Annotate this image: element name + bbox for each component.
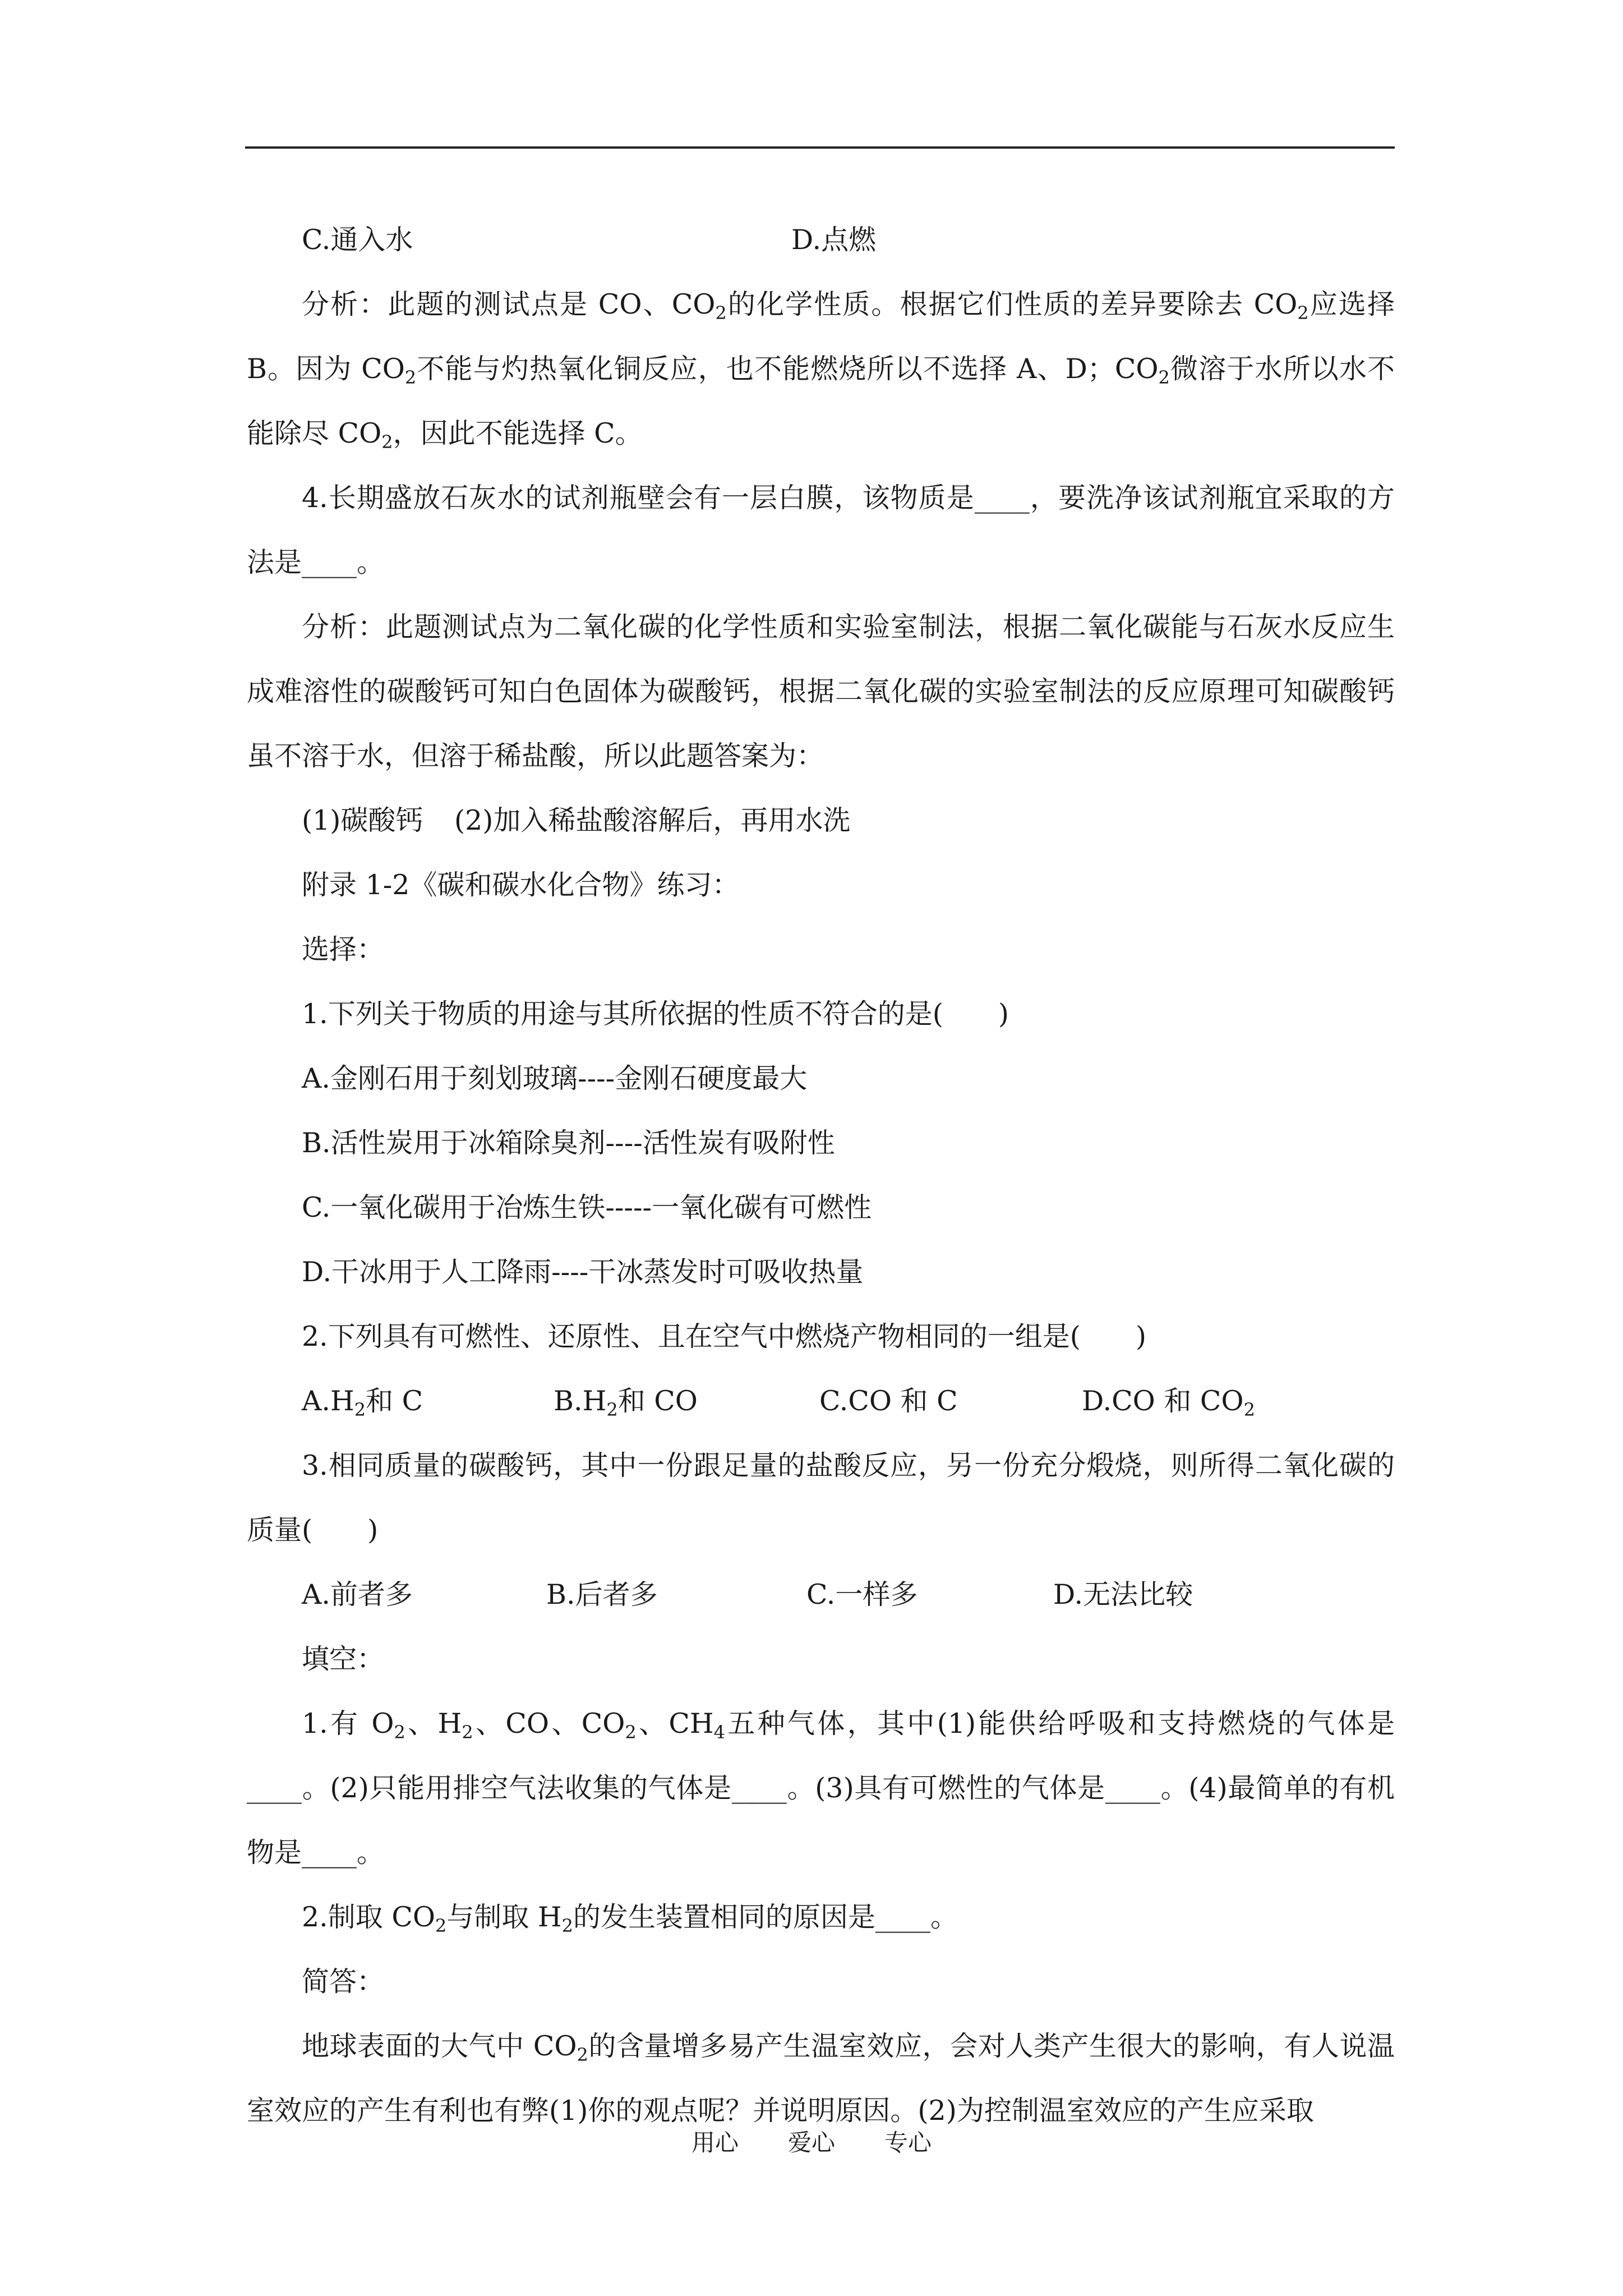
- choice-3-option-d: D.无法比较: [1053, 1579, 1193, 1611]
- options-c-d: [247, 208, 1395, 272]
- choice-1-option-c: C.一氧化碳用于冶炼生铁-----一氧化碳有可燃性: [302, 1191, 872, 1223]
- choice-2-option-d: D.CO 和 $CO_2$: [1082, 1385, 1255, 1420]
- option-c: C.通入水: [302, 224, 413, 256]
- choice-1-option-d: D.干冰用于人工降雨----干冰蒸发时可吸收热量: [302, 1256, 864, 1288]
- choice-2-stem: 2.下列具有可燃性、还原性、且在空气中燃烧产物相同的一组是( ): [302, 1320, 1146, 1352]
- section-choice-heading: 选择：: [302, 933, 385, 965]
- choice-2-option-b: $B.H_2$和 CO: [554, 1385, 698, 1420]
- option-d: D.点燃: [791, 224, 877, 256]
- choice-2-options: [247, 1369, 1395, 1433]
- choice-3-options: [247, 1562, 1395, 1627]
- section-short-heading: 简答：: [302, 1966, 385, 1998]
- choice-1-option-b: B.活性炭用于冰箱除臭剂----活性炭有吸附性: [302, 1127, 835, 1159]
- analysis-paragraph-4: 分析：此题测试点为二氧化碳的化学性质和实验室制法，根据二氧化碳能与石灰水反应生成难溶性的碳酸钙可知白色固体为碳酸钙，根据二氧化碳的实验室制法的反应原理可知碳酸钙虽不溶于水，但溶于稀盐酸，所以此题答案为：: [247, 611, 1395, 772]
- choice-3-option-b: B.后者多: [546, 1579, 658, 1611]
- footer-text-3: 专心: [884, 2129, 932, 2156]
- choice-3-stem: 3.相同质量的碳酸钙，其中一份跟足量的盐酸反应，另一份充分煅烧，则所得二氧化碳的质量( ): [247, 1450, 1395, 1546]
- page-footer: [0, 2126, 1623, 2160]
- choice-2-option-c: C.CO 和 C: [819, 1385, 958, 1417]
- choice-2-option-a: $A.H_2$和 C: [302, 1385, 423, 1420]
- appendix-title: 附录 1-2《碳和碳水化合物》练习：: [302, 869, 740, 901]
- header-rule: [245, 146, 1395, 149]
- answer-4: [247, 788, 1395, 853]
- footer-text-2: 爱心: [787, 2129, 835, 2156]
- choice-3-option-a: A.前者多: [302, 1579, 413, 1611]
- document-body: [247, 208, 1395, 2143]
- fill-1: 1.有 $O_2$、$H_2$、CO、$CO_2$、$CH_4$五种气体，其中(1)能供给呼吸和支持燃烧的气体是____。(2)只能用排空气法收集的气体是____。(3)具有可燃性的气体是____。(4)最简单的有机物是____。: [247, 1708, 1395, 1869]
- choice-1-option-a: A.金刚石用于刻划玻璃----金刚石硬度最大: [302, 1062, 808, 1094]
- answer-4-part-1: (1)碳酸钙: [302, 804, 423, 836]
- footer-text-1: 用心: [691, 2129, 739, 2156]
- answer-4-part-2: (2)加入稀盐酸溶解后，再用水洗: [454, 804, 851, 836]
- section-fill-heading: 填空：: [302, 1643, 385, 1675]
- short-answer-question: 地球表面的大气中 $CO_2$的含量增多易产生温室效应，会对人类产生很大的影响，有人说温室效应的产生有利也有弊(1)你的观点呢？并说明原因。(2)为控制温室效应的产生应采取: [247, 2030, 1395, 2127]
- question-4: 4.长期盛放石灰水的试剂瓶壁会有一层白膜，该物质是____，要洗净该试剂瓶宜采取的方法是____。: [247, 482, 1395, 578]
- analysis-paragraph-3: 分析：此题的测试点是 CO、$CO_2$的化学性质。根据它们性质的差异要除去 $CO_2$应选择 B。因为 $CO_2$不能与灼热氧化铜反应，也不能燃烧所以不选择 A、D；$CO_2$微溶于水所以水不能除尽 $CO_2$，因此不能选择 C。: [247, 288, 1395, 453]
- choice-3-option-c: C.一样多: [806, 1579, 918, 1611]
- choice-1-stem: 1.下列关于物质的用途与其所依据的性质不符合的是( ): [302, 998, 1009, 1030]
- fill-2: 2.制取 $CO_2$与制取 $H_2$的发生装置相同的原因是____。: [302, 1901, 958, 1936]
